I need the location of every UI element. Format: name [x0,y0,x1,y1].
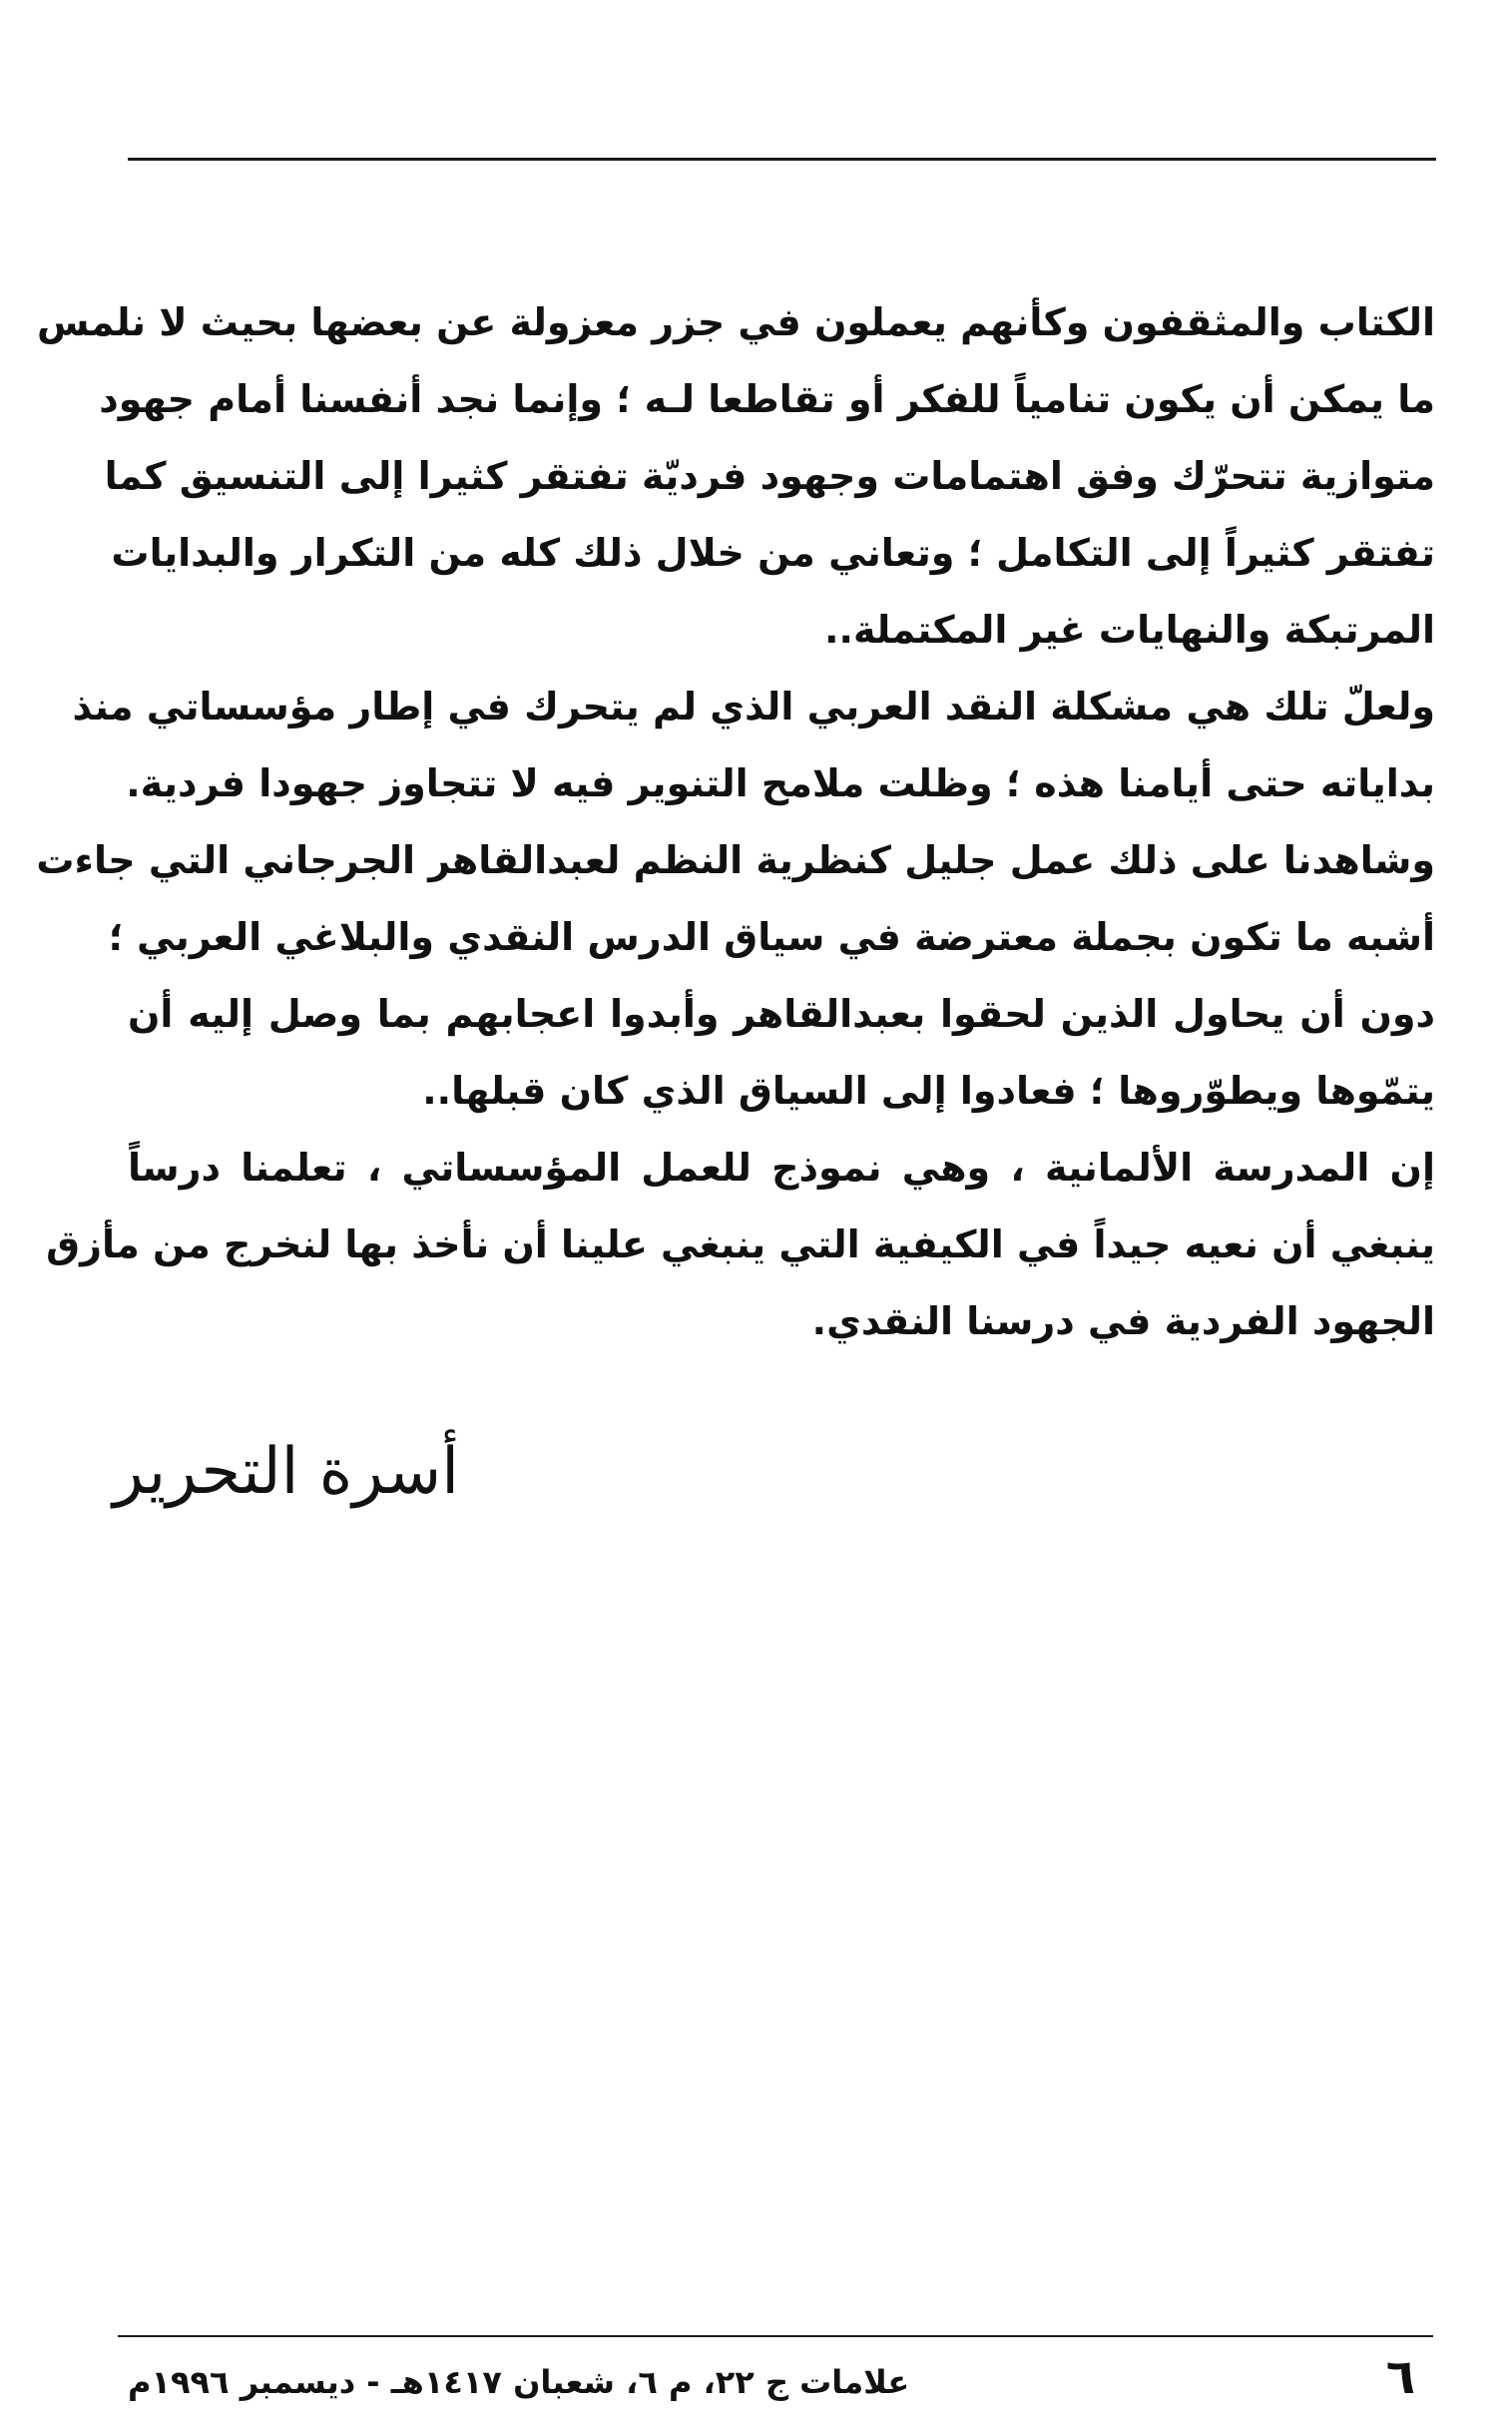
body-line: الكتاب والمثقفون وكأنهم يعملون في جزر معزولة عن بعضها بحيث لا نلمس [37,300,1435,344]
editorial-signature: أسرة التحرير [113,1435,459,1509]
body-line: بداياته حتى أيامنا هذه ؛ وظلت ملامح التنوير فيه لا تتجاوز جهودا فردية. [126,761,1435,805]
body-line: تفتقر كثيراً إلى التكامل ؛ وتعاني من خلال ذلك كله من التكرار والبدايات [111,531,1435,575]
body-line: المرتبكة والنهايات غير المكتملة.. [824,608,1435,652]
body-line: دون أن يحاول الذين لحقوا بعبدالقاهر وأبدوا اعجابهم بما وصل إليه أن [128,992,1435,1036]
body-line: إن المدرسة الألمانية ، وهي نموذج للعمل المؤسساتي ، تعلمنا درساً [128,1146,1435,1190]
body-line: ولعلّ تلك هي مشكلة النقد العربي الذي لم يتحرك في إطار مؤسساتي منذ [72,685,1435,728]
body-line: ما يمكن أن يكون تنامياً للفكر أو تقاطعا لـه ؛ وإنما نجد أنفسنا أمام جهود [99,377,1435,421]
page-number: ٦ [1385,2349,1415,2405]
body-line: الجهود الفردية في درسنا النقدي. [811,1299,1435,1343]
top-rule [128,158,1436,161]
body-line: ينبغي أن نعيه جيداً في الكيفية التي ينبغي علينا أن نأخذ بها لنخرج من مأزق [46,1222,1435,1266]
body-line: أشبه ما تكون بجملة معترضة في سياق الدرس النقدي والبلاغي العربي ؛ [108,915,1435,959]
body-line: وشاهدنا على ذلك عمل جليل كنظرية النظم لعبدالقاهر الجرجاني التي جاءت [36,838,1435,882]
footer-citation: علامات ج ٢٢، م ٦، شعبان ١٤١٧هـ - ديسمبر ١٩٩٦م [128,2363,910,2401]
body-line: يتمّوها ويطوّروها ؛ فعادوا إلى السياق الذي كان قبلها.. [422,1069,1435,1113]
bottom-rule [118,2335,1433,2337]
body-text [36,284,1435,1360]
body-line: متوازية تتحرّك وفق اهتمامات وجهود فرديّة تفتقر كثيرا إلى التنسيق كما [104,454,1435,498]
